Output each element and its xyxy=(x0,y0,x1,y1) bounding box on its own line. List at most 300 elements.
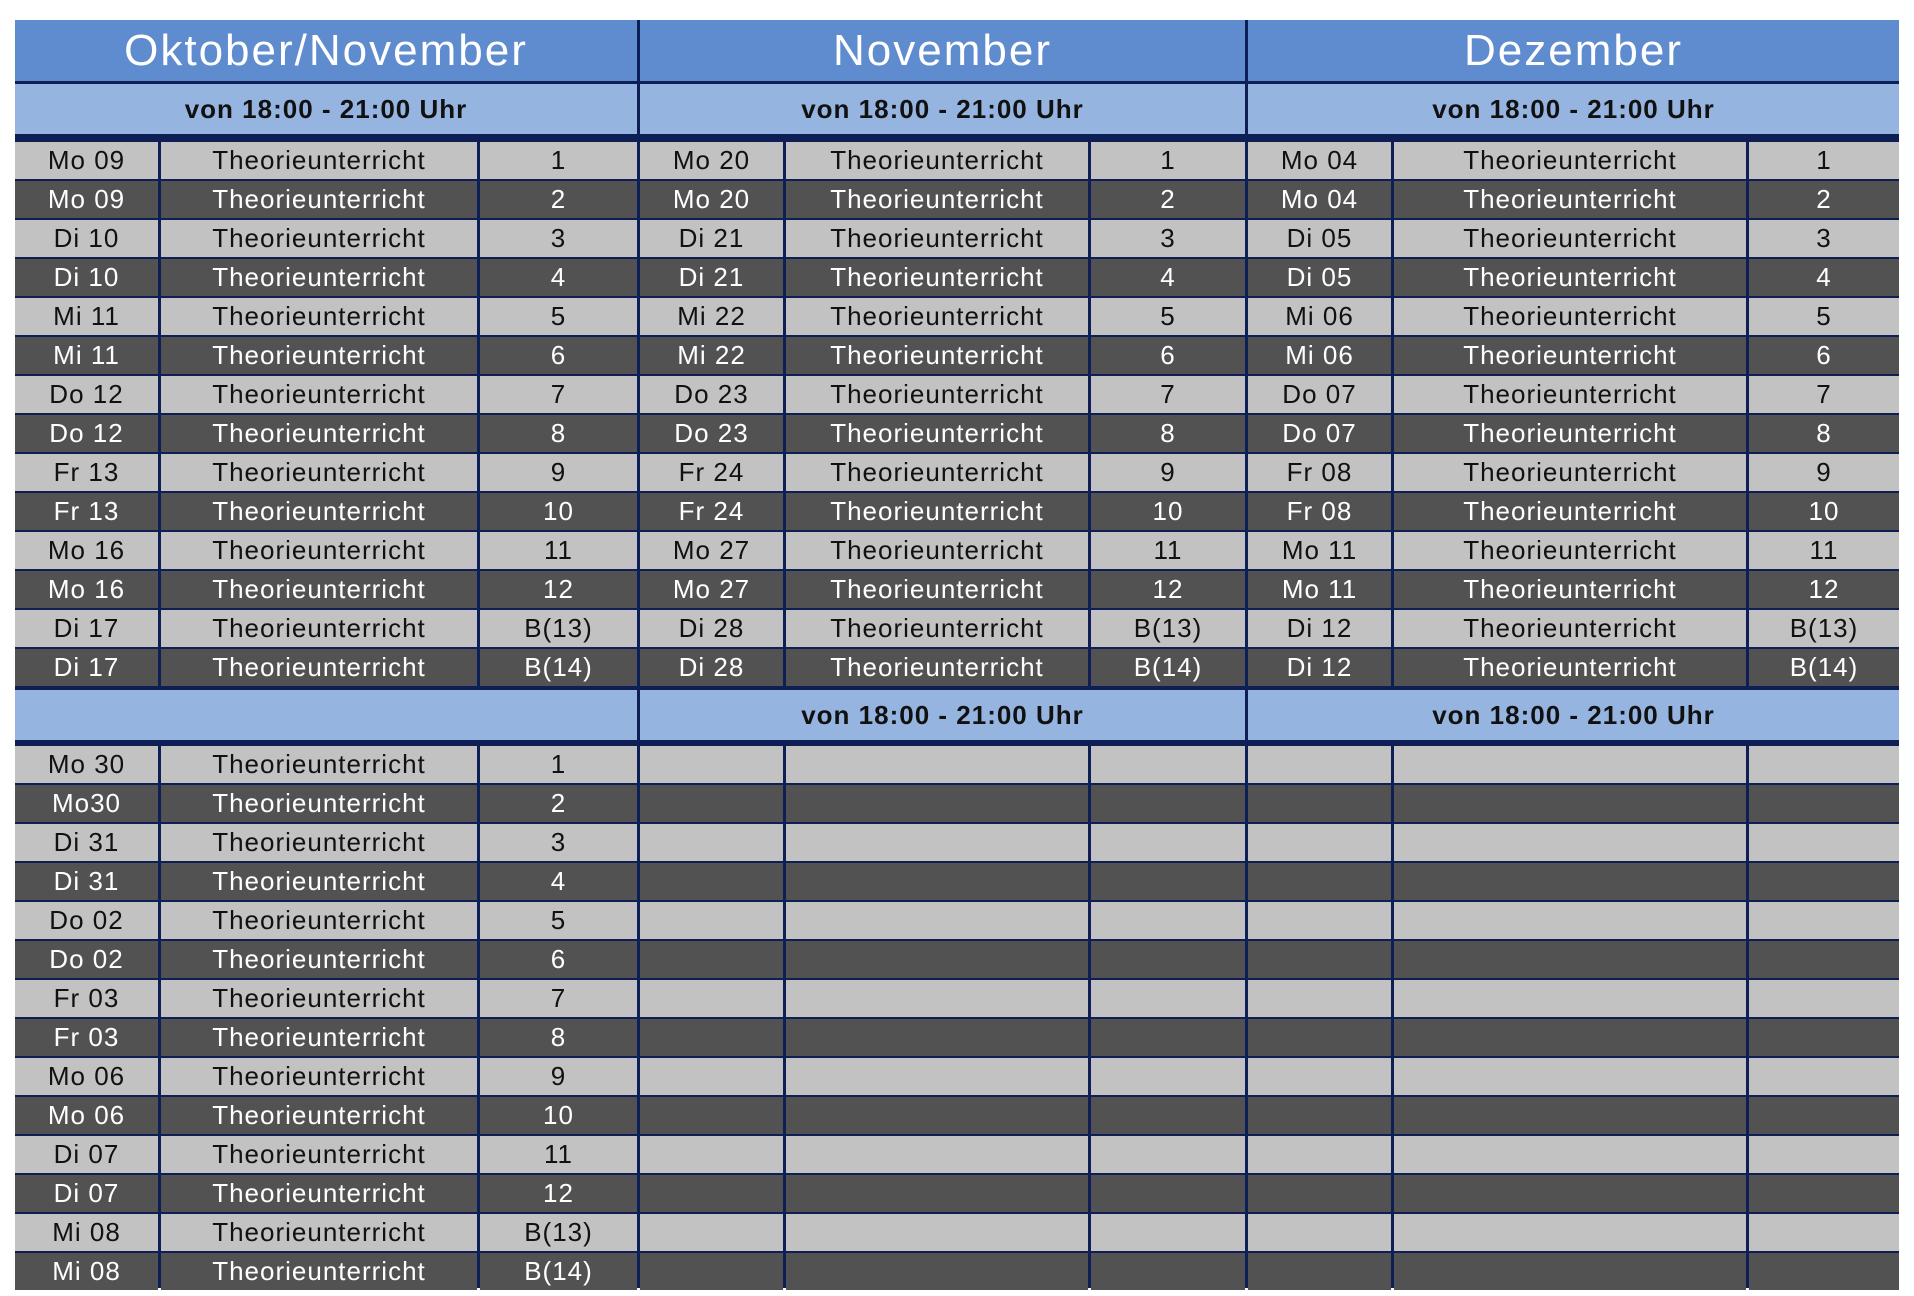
table-row xyxy=(1248,980,1899,1017)
date-cell: Fr 24 xyxy=(640,493,783,530)
date-cell: Di 31 xyxy=(15,863,158,900)
table-row xyxy=(15,259,637,296)
date-cell: Di 07 xyxy=(15,1175,158,1212)
table-row xyxy=(640,220,1245,257)
date-cell: Fr 03 xyxy=(15,1019,158,1056)
topic-cell: Theorieunterricht xyxy=(161,980,477,1017)
date-cell: Mo 04 xyxy=(1248,181,1391,218)
topic-cell: Theorieunterricht xyxy=(786,493,1088,530)
table-row xyxy=(15,571,637,608)
date-cell: Do 12 xyxy=(15,415,158,452)
lesson-number-cell xyxy=(1749,902,1899,939)
topic-cell xyxy=(1394,980,1746,1017)
lesson-number-cell xyxy=(1091,1097,1245,1134)
table-row xyxy=(640,941,1245,978)
table-row xyxy=(15,532,637,569)
lesson-number-cell: 4 xyxy=(480,863,637,900)
topic-cell xyxy=(786,980,1088,1017)
date-cell xyxy=(640,1175,783,1212)
topic-cell xyxy=(1394,902,1746,939)
topic-cell: Theorieunterricht xyxy=(161,649,477,686)
lesson-number-cell xyxy=(1091,863,1245,900)
topic-cell: Theorieunterricht xyxy=(1394,649,1746,686)
table-row xyxy=(1248,1019,1899,1056)
topic-cell: Theorieunterricht xyxy=(786,454,1088,491)
table-row xyxy=(1248,142,1899,179)
table-row xyxy=(15,610,637,647)
table-row xyxy=(640,376,1245,413)
table-row xyxy=(1248,298,1899,335)
lesson-number-cell: 8 xyxy=(1749,415,1899,452)
date-cell: Mo 30 xyxy=(15,746,158,783)
lesson-number-cell xyxy=(1091,1214,1245,1251)
date-cell xyxy=(640,980,783,1017)
lesson-number-cell: 9 xyxy=(480,1058,637,1095)
date-cell: Mi 22 xyxy=(640,337,783,374)
schedule-block-1 xyxy=(640,142,1245,686)
date-cell: Di 10 xyxy=(15,259,158,296)
date-cell: Mi 11 xyxy=(15,337,158,374)
table-row xyxy=(15,142,637,179)
lesson-number-cell: 3 xyxy=(1091,220,1245,257)
lesson-number-cell: 4 xyxy=(480,259,637,296)
lesson-number-cell: 6 xyxy=(480,941,637,978)
topic-cell: Theorieunterricht xyxy=(161,1019,477,1056)
date-cell xyxy=(1248,1097,1391,1134)
table-row xyxy=(15,181,637,218)
table-row xyxy=(640,181,1245,218)
lesson-number-cell xyxy=(1749,746,1899,783)
lesson-number-cell xyxy=(1091,1175,1245,1212)
lesson-number-cell xyxy=(1091,746,1245,783)
lesson-number-cell: 10 xyxy=(1749,493,1899,530)
lesson-number-cell: 7 xyxy=(1749,376,1899,413)
table-row xyxy=(640,649,1245,686)
date-cell: Mo 09 xyxy=(15,181,158,218)
date-cell: Do 23 xyxy=(640,415,783,452)
topic-cell xyxy=(1394,1175,1746,1212)
topic-cell: Theorieunterricht xyxy=(786,298,1088,335)
schedule-block-1 xyxy=(1248,142,1899,686)
date-cell: Mo 20 xyxy=(640,142,783,179)
lesson-number-cell xyxy=(1749,785,1899,822)
table-row xyxy=(1248,649,1899,686)
date-cell: Mo 11 xyxy=(1248,532,1391,569)
topic-cell: Theorieunterricht xyxy=(161,902,477,939)
date-cell: Di 07 xyxy=(15,1136,158,1173)
topic-cell: Theorieunterricht xyxy=(161,454,477,491)
date-cell xyxy=(640,746,783,783)
date-cell: Mo 16 xyxy=(15,532,158,569)
table-row xyxy=(1248,902,1899,939)
table-row xyxy=(640,1253,1245,1290)
time-subheader-2 xyxy=(15,690,637,740)
date-cell xyxy=(640,941,783,978)
date-cell xyxy=(640,1058,783,1095)
table-row xyxy=(15,863,637,900)
date-cell: Fr 08 xyxy=(1248,454,1391,491)
table-row xyxy=(1248,1214,1899,1251)
lesson-number-cell: 3 xyxy=(1749,220,1899,257)
date-cell: Mi 08 xyxy=(15,1214,158,1251)
topic-cell xyxy=(786,902,1088,939)
lesson-number-cell: 10 xyxy=(1091,493,1245,530)
date-cell: Mo 06 xyxy=(15,1097,158,1134)
date-cell xyxy=(1248,863,1391,900)
table-row xyxy=(640,1058,1245,1095)
topic-cell xyxy=(786,785,1088,822)
date-cell xyxy=(640,1253,783,1290)
table-row xyxy=(640,1019,1245,1056)
lesson-number-cell: B(14) xyxy=(1749,649,1899,686)
date-cell xyxy=(1248,1058,1391,1095)
table-row xyxy=(15,1136,637,1173)
date-cell: Di 21 xyxy=(640,259,783,296)
date-cell: Mo30 xyxy=(15,785,158,822)
table-row xyxy=(640,824,1245,861)
lesson-number-cell: 10 xyxy=(480,1097,637,1134)
table-row xyxy=(15,941,637,978)
table-row xyxy=(15,298,637,335)
lesson-number-cell xyxy=(1749,1175,1899,1212)
topic-cell: Theorieunterricht xyxy=(161,259,477,296)
lesson-number-cell: 1 xyxy=(1091,142,1245,179)
table-row xyxy=(15,902,637,939)
date-cell: Di 17 xyxy=(15,649,158,686)
topic-cell xyxy=(786,1019,1088,1056)
lesson-number-cell: 6 xyxy=(1091,337,1245,374)
topic-cell xyxy=(1394,1253,1746,1290)
table-row xyxy=(640,863,1245,900)
topic-cell: Theorieunterricht xyxy=(161,1175,477,1212)
date-cell: Do 23 xyxy=(640,376,783,413)
date-cell: Mo 04 xyxy=(1248,142,1391,179)
date-cell xyxy=(1248,941,1391,978)
date-cell xyxy=(640,1019,783,1056)
date-cell xyxy=(1248,824,1391,861)
lesson-number-cell: 11 xyxy=(480,1136,637,1173)
date-cell: Mo 11 xyxy=(1248,571,1391,608)
lesson-number-cell: 2 xyxy=(1091,181,1245,218)
topic-cell: Theorieunterricht xyxy=(786,337,1088,374)
lesson-number-cell: B(14) xyxy=(1091,649,1245,686)
table-row xyxy=(640,1175,1245,1212)
topic-cell: Theorieunterricht xyxy=(1394,610,1746,647)
topic-cell: Theorieunterricht xyxy=(1394,454,1746,491)
table-row xyxy=(1248,746,1899,783)
table-row xyxy=(640,493,1245,530)
table-row xyxy=(640,298,1245,335)
lesson-number-cell: 5 xyxy=(1091,298,1245,335)
topic-cell: Theorieunterricht xyxy=(161,142,477,179)
table-row xyxy=(15,1253,637,1290)
table-row xyxy=(1248,1058,1899,1095)
topic-cell: Theorieunterricht xyxy=(1394,571,1746,608)
lesson-number-cell: 12 xyxy=(1091,571,1245,608)
topic-cell: Theorieunterricht xyxy=(161,376,477,413)
time-subheader: von 18:00 - 21:00 Uhr xyxy=(1248,84,1899,134)
lesson-number-cell: 2 xyxy=(480,181,637,218)
date-cell: Do 12 xyxy=(15,376,158,413)
date-cell: Mo 16 xyxy=(15,571,158,608)
lesson-number-cell: 12 xyxy=(480,1175,637,1212)
table-row xyxy=(640,1136,1245,1173)
date-cell: Fr 24 xyxy=(640,454,783,491)
date-cell: Mo 06 xyxy=(15,1058,158,1095)
topic-cell: Theorieunterricht xyxy=(786,610,1088,647)
schedule-column-october-november xyxy=(15,20,637,1288)
date-cell: Fr 13 xyxy=(15,493,158,530)
lesson-number-cell: 11 xyxy=(1091,532,1245,569)
table-row xyxy=(15,454,637,491)
date-cell xyxy=(1248,902,1391,939)
table-row xyxy=(15,1214,637,1251)
table-row xyxy=(15,220,637,257)
table-row xyxy=(15,376,637,413)
topic-cell xyxy=(786,1175,1088,1212)
topic-cell: Theorieunterricht xyxy=(786,649,1088,686)
lesson-number-cell: B(14) xyxy=(480,1253,637,1290)
topic-cell: Theorieunterricht xyxy=(161,220,477,257)
lesson-number-cell: 5 xyxy=(1749,298,1899,335)
schedule-block-2 xyxy=(15,746,637,1290)
topic-cell: Theorieunterricht xyxy=(786,571,1088,608)
table-row xyxy=(1248,1175,1899,1212)
table-row xyxy=(1248,337,1899,374)
lesson-number-cell xyxy=(1091,824,1245,861)
table-row xyxy=(640,902,1245,939)
topic-cell xyxy=(1394,1097,1746,1134)
date-cell xyxy=(1248,746,1391,783)
topic-cell: Theorieunterricht xyxy=(161,571,477,608)
topic-cell xyxy=(786,941,1088,978)
topic-cell xyxy=(786,863,1088,900)
table-row xyxy=(640,142,1245,179)
lesson-number-cell xyxy=(1749,1253,1899,1290)
date-cell: Do 07 xyxy=(1248,415,1391,452)
lesson-number-cell: 8 xyxy=(480,415,637,452)
date-cell: Mo 09 xyxy=(15,142,158,179)
table-row xyxy=(640,980,1245,1017)
table-row xyxy=(1248,181,1899,218)
date-cell xyxy=(640,1136,783,1173)
topic-cell: Theorieunterricht xyxy=(1394,376,1746,413)
topic-cell: Theorieunterricht xyxy=(786,532,1088,569)
lesson-number-cell: 5 xyxy=(480,298,637,335)
topic-cell xyxy=(1394,941,1746,978)
date-cell: Di 31 xyxy=(15,824,158,861)
topic-cell: Theorieunterricht xyxy=(1394,181,1746,218)
date-cell xyxy=(1248,1175,1391,1212)
lesson-number-cell: 12 xyxy=(480,571,637,608)
topic-cell: Theorieunterricht xyxy=(786,181,1088,218)
topic-cell: Theorieunterricht xyxy=(1394,142,1746,179)
table-row xyxy=(15,746,637,783)
lesson-number-cell: 6 xyxy=(1749,337,1899,374)
date-cell: Mo 20 xyxy=(640,181,783,218)
topic-cell xyxy=(786,824,1088,861)
lesson-number-cell: 7 xyxy=(480,376,637,413)
topic-cell: Theorieunterricht xyxy=(1394,220,1746,257)
topic-cell: Theorieunterricht xyxy=(1394,298,1746,335)
table-row xyxy=(15,1058,637,1095)
date-cell: Do 02 xyxy=(15,902,158,939)
lesson-number-cell: 11 xyxy=(480,532,637,569)
topic-cell: Theorieunterricht xyxy=(1394,415,1746,452)
lesson-number-cell: B(13) xyxy=(480,1214,637,1251)
lesson-number-cell: 4 xyxy=(1091,259,1245,296)
topic-cell xyxy=(1394,746,1746,783)
date-cell: Fr 13 xyxy=(15,454,158,491)
topic-cell xyxy=(786,1097,1088,1134)
table-row xyxy=(15,415,637,452)
lesson-number-cell: 6 xyxy=(480,337,637,374)
topic-cell: Theorieunterricht xyxy=(161,493,477,530)
topic-cell: Theorieunterricht xyxy=(1394,259,1746,296)
date-cell: Di 17 xyxy=(15,610,158,647)
lesson-number-cell: 5 xyxy=(480,902,637,939)
date-cell: Di 21 xyxy=(640,220,783,257)
date-cell xyxy=(640,824,783,861)
date-cell xyxy=(1248,980,1391,1017)
topic-cell: Theorieunterricht xyxy=(1394,337,1746,374)
topic-cell xyxy=(786,1058,1088,1095)
topic-cell: Theorieunterricht xyxy=(161,1058,477,1095)
lesson-number-cell: 12 xyxy=(1749,571,1899,608)
time-subheader-2: von 18:00 - 21:00 Uhr xyxy=(640,690,1245,740)
date-cell: Di 05 xyxy=(1248,259,1391,296)
lesson-number-cell: B(13) xyxy=(1749,610,1899,647)
table-row xyxy=(15,1097,637,1134)
table-row xyxy=(640,532,1245,569)
topic-cell: Theorieunterricht xyxy=(161,532,477,569)
date-cell: Di 12 xyxy=(1248,610,1391,647)
lesson-number-cell xyxy=(1749,824,1899,861)
topic-cell xyxy=(786,1136,1088,1173)
topic-cell: Theorieunterricht xyxy=(161,1136,477,1173)
topic-cell: Theorieunterricht xyxy=(161,863,477,900)
lesson-number-cell xyxy=(1749,1097,1899,1134)
lesson-number-cell: 9 xyxy=(1091,454,1245,491)
topic-cell: Theorieunterricht xyxy=(161,785,477,822)
table-row xyxy=(15,1019,637,1056)
topic-cell: Theorieunterricht xyxy=(786,415,1088,452)
lesson-number-cell xyxy=(1091,1253,1245,1290)
table-row xyxy=(640,259,1245,296)
date-cell xyxy=(1248,1214,1391,1251)
date-cell xyxy=(1248,1136,1391,1173)
date-cell: Mi 22 xyxy=(640,298,783,335)
table-row xyxy=(640,785,1245,822)
date-cell: Do 02 xyxy=(15,941,158,978)
topic-cell: Theorieunterricht xyxy=(161,298,477,335)
lesson-number-cell xyxy=(1749,1019,1899,1056)
topic-cell xyxy=(1394,863,1746,900)
table-row xyxy=(640,610,1245,647)
topic-cell xyxy=(786,1253,1088,1290)
date-cell: Mo 27 xyxy=(640,571,783,608)
topic-cell: Theorieunterricht xyxy=(161,337,477,374)
table-row xyxy=(1248,941,1899,978)
date-cell: Fr 03 xyxy=(15,980,158,1017)
date-cell xyxy=(640,1097,783,1134)
lesson-number-cell xyxy=(1749,863,1899,900)
topic-cell: Theorieunterricht xyxy=(161,1253,477,1290)
date-cell: Di 28 xyxy=(640,649,783,686)
date-cell: Di 28 xyxy=(640,610,783,647)
table-row xyxy=(1248,532,1899,569)
table-row xyxy=(1248,454,1899,491)
topic-cell: Theorieunterricht xyxy=(1394,493,1746,530)
lesson-number-cell: 7 xyxy=(1091,376,1245,413)
topic-cell xyxy=(1394,1058,1746,1095)
date-cell xyxy=(640,902,783,939)
table-row xyxy=(15,493,637,530)
lesson-number-cell xyxy=(1749,980,1899,1017)
topic-cell: Theorieunterricht xyxy=(786,259,1088,296)
date-cell xyxy=(1248,785,1391,822)
table-row xyxy=(640,746,1245,783)
lesson-number-cell: 2 xyxy=(1749,181,1899,218)
lesson-number-cell xyxy=(1749,1136,1899,1173)
lesson-number-cell: 8 xyxy=(1091,415,1245,452)
table-row xyxy=(1248,1097,1899,1134)
schedule-block-2 xyxy=(640,746,1245,1290)
table-row xyxy=(640,337,1245,374)
table-row xyxy=(1248,1253,1899,1290)
lesson-number-cell: 2 xyxy=(480,785,637,822)
date-cell: Di 05 xyxy=(1248,220,1391,257)
topic-cell xyxy=(1394,1214,1746,1251)
table-row xyxy=(640,1214,1245,1251)
date-cell xyxy=(1248,1019,1391,1056)
table-row xyxy=(15,649,637,686)
table-row xyxy=(1248,493,1899,530)
table-row xyxy=(15,1175,637,1212)
lesson-number-cell: 7 xyxy=(480,980,637,1017)
date-cell: Mi 06 xyxy=(1248,298,1391,335)
month-header: Dezember xyxy=(1248,20,1899,81)
lesson-number-cell: 1 xyxy=(480,142,637,179)
lesson-number-cell xyxy=(1091,1019,1245,1056)
lesson-number-cell: 1 xyxy=(480,746,637,783)
topic-cell xyxy=(1394,824,1746,861)
lesson-number-cell: 3 xyxy=(480,824,637,861)
table-row xyxy=(15,980,637,1017)
topic-cell: Theorieunterricht xyxy=(1394,532,1746,569)
lesson-number-cell: 3 xyxy=(480,220,637,257)
topic-cell: Theorieunterricht xyxy=(161,1097,477,1134)
date-cell: Fr 08 xyxy=(1248,493,1391,530)
topic-cell: Theorieunterricht xyxy=(161,610,477,647)
lesson-number-cell: 4 xyxy=(1749,259,1899,296)
lesson-number-cell: 9 xyxy=(1749,454,1899,491)
lesson-number-cell: B(13) xyxy=(480,610,637,647)
lesson-number-cell xyxy=(1091,902,1245,939)
topic-cell: Theorieunterricht xyxy=(161,746,477,783)
topic-cell xyxy=(1394,1019,1746,1056)
lesson-number-cell: 8 xyxy=(480,1019,637,1056)
lesson-number-cell xyxy=(1749,1214,1899,1251)
month-header: Oktober/November xyxy=(15,20,637,81)
date-cell xyxy=(1248,1253,1391,1290)
table-row xyxy=(15,337,637,374)
topic-cell: Theorieunterricht xyxy=(161,941,477,978)
lesson-number-cell: B(13) xyxy=(1091,610,1245,647)
table-row xyxy=(1248,610,1899,647)
table-row xyxy=(1248,376,1899,413)
lesson-number-cell xyxy=(1749,1058,1899,1095)
